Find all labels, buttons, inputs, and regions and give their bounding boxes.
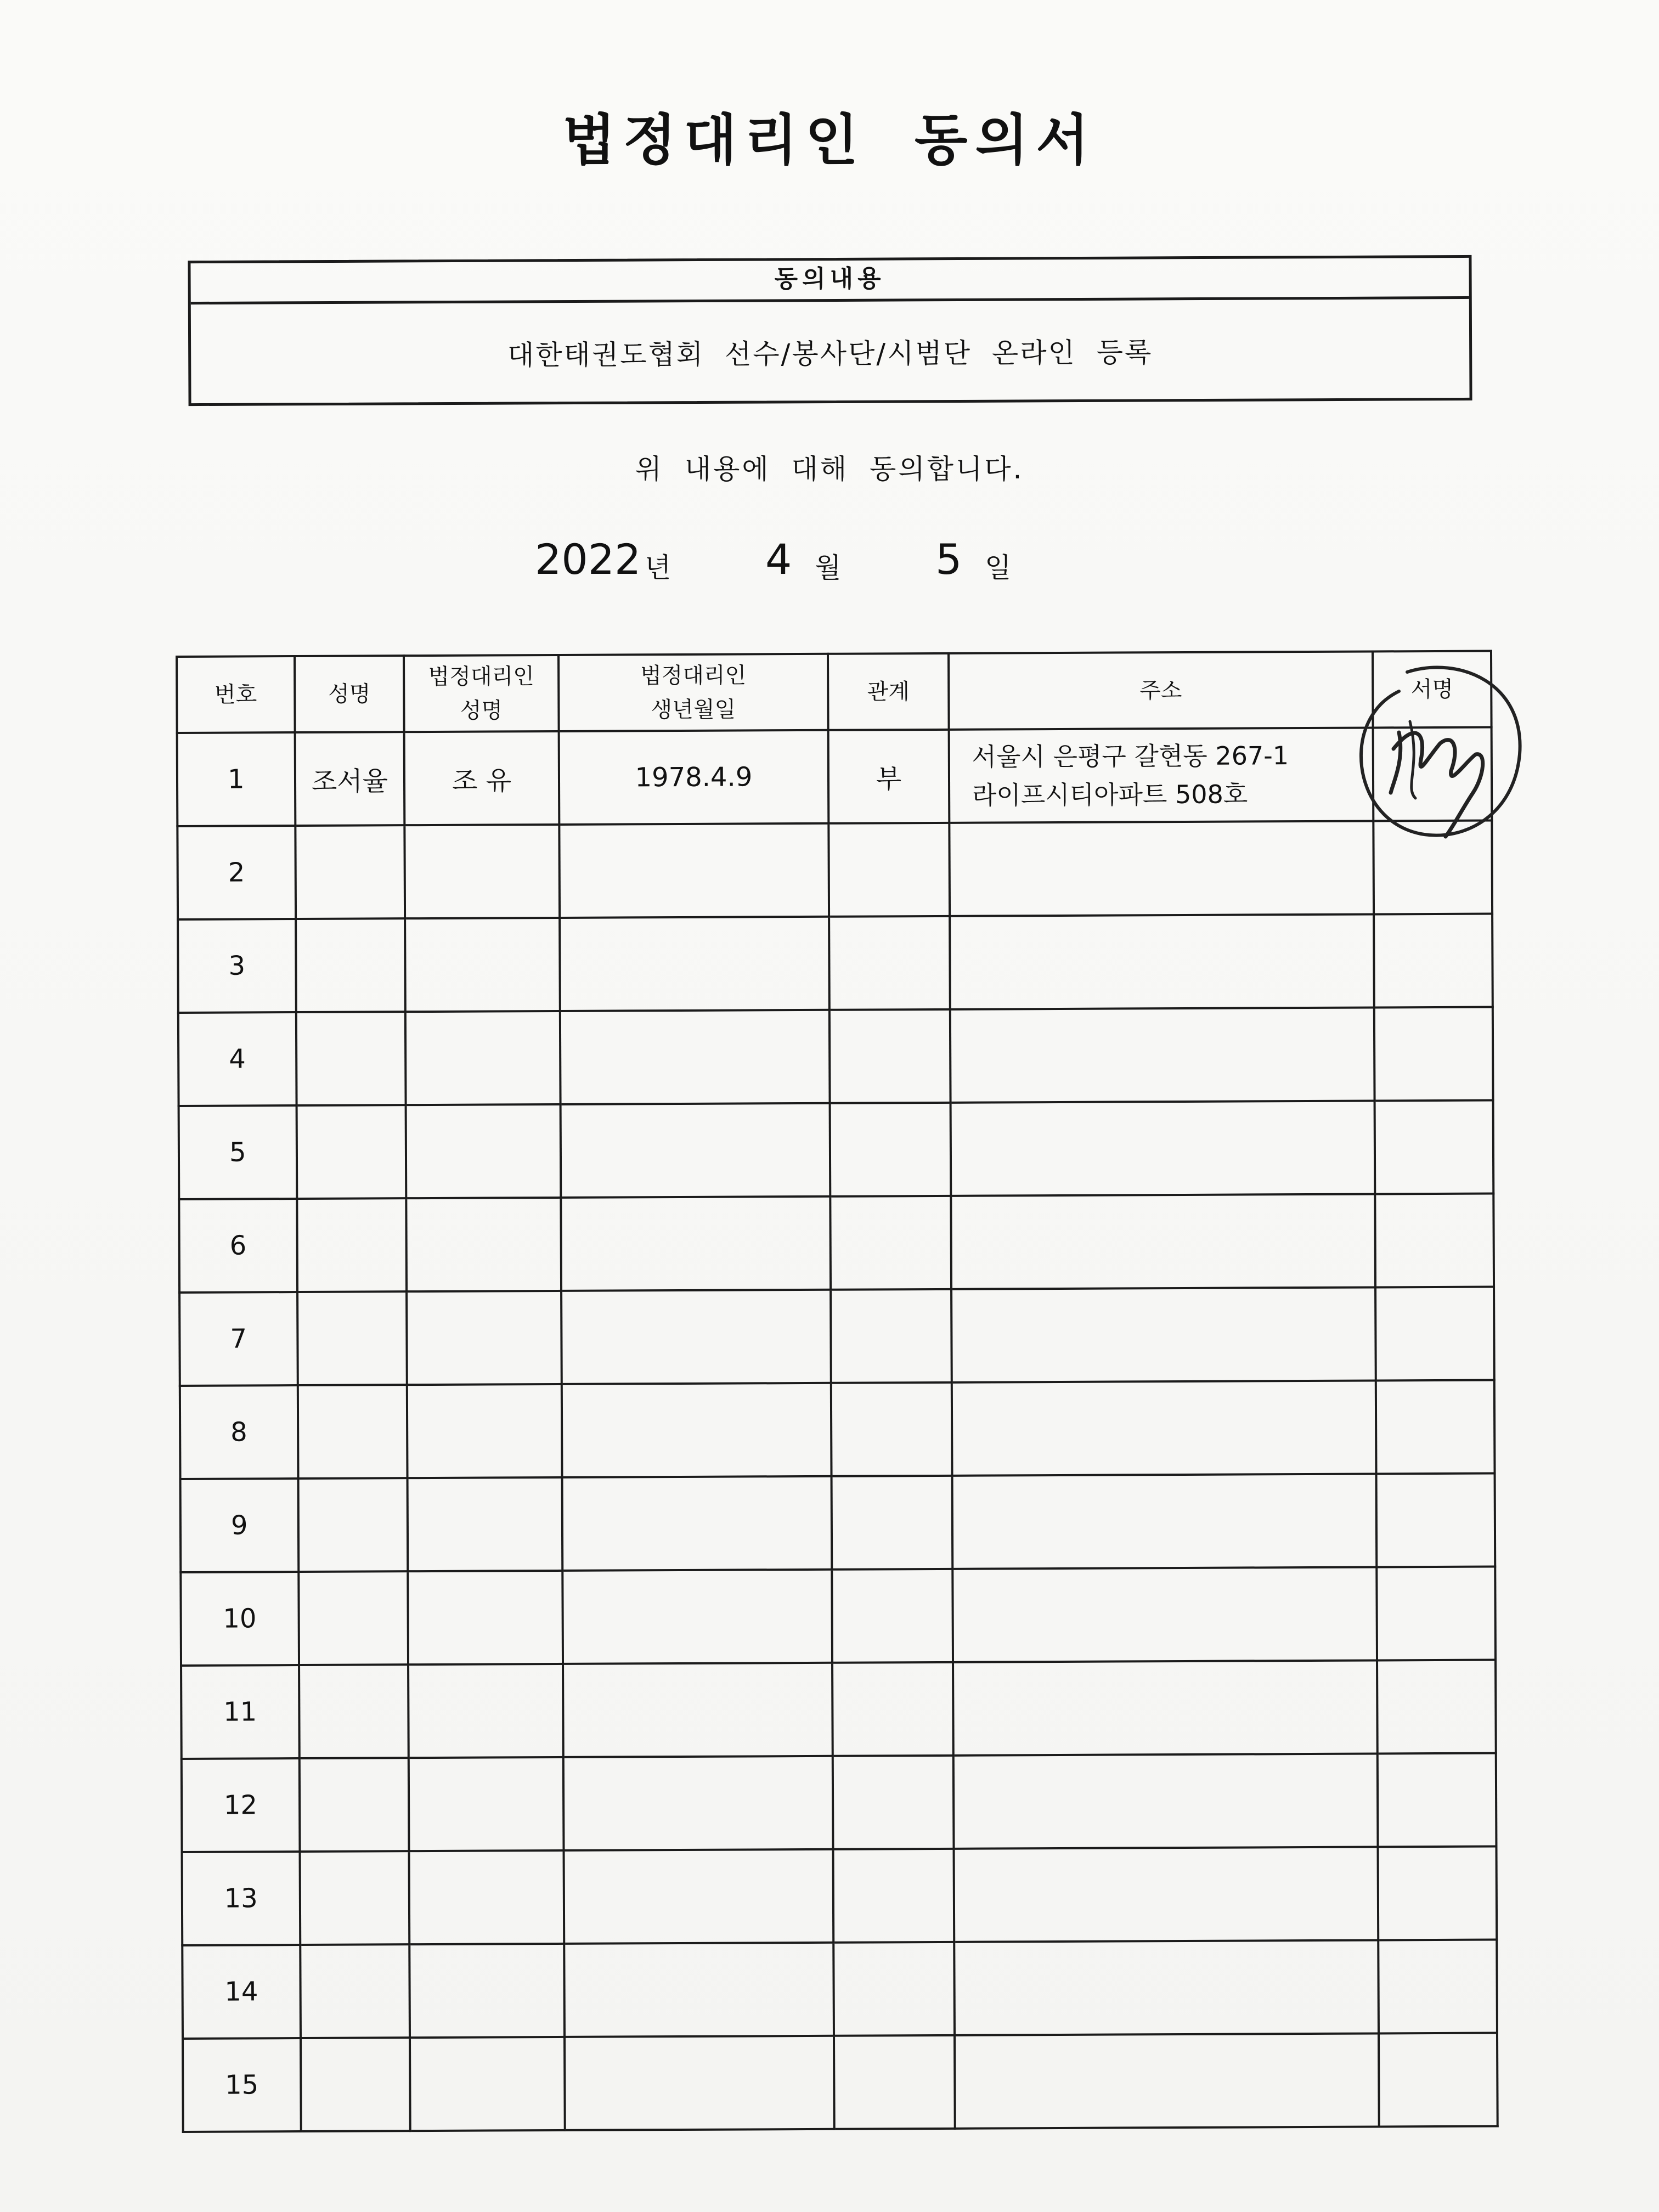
- cell-guardian-name: [407, 1384, 562, 1478]
- table-row: [180, 1567, 1496, 1666]
- table-row: [179, 1101, 1494, 1199]
- cell-guardian-name: [405, 1011, 560, 1105]
- date-month: 4: [765, 535, 792, 584]
- date-year: 2022: [535, 535, 641, 584]
- cell-no: 1: [177, 732, 295, 826]
- table-row: [182, 1847, 1497, 1945]
- cell-signature: [1374, 1007, 1493, 1101]
- cell-no: 15: [183, 2038, 301, 2132]
- cell-guardian-name: [409, 1850, 564, 1944]
- table-row: [177, 821, 1492, 919]
- cell-signature: [1378, 1753, 1496, 1847]
- cell-no: 4: [178, 1012, 296, 1106]
- cell-guardian-birth: [560, 1010, 830, 1104]
- cell-address: [954, 1940, 1379, 2035]
- header-signature: 서명: [1373, 651, 1491, 728]
- header-guardian-birth: [558, 654, 828, 731]
- header-no: 번호: [177, 656, 295, 733]
- cell-no: 10: [180, 1572, 298, 1666]
- cell-guardian-birth: [562, 1383, 832, 1477]
- cell-name: [298, 1571, 408, 1665]
- cell-address: [953, 1753, 1378, 1848]
- cell-name: [300, 1851, 409, 1945]
- cell-no: 3: [178, 919, 296, 1013]
- cell-address: [953, 1660, 1378, 1755]
- table-row: [182, 1753, 1497, 1852]
- date-year-unit: 년: [645, 552, 672, 584]
- cell-name: [296, 918, 405, 1012]
- cell-name: [301, 2038, 410, 2131]
- header-guardian-birth-line2: 생년월일: [651, 697, 736, 723]
- date-month-unit: 월: [815, 552, 842, 584]
- cell-signature: [1377, 1660, 1496, 1754]
- cell-guardian-birth: [560, 1103, 830, 1198]
- cell-signature: [1375, 1101, 1493, 1194]
- cell-guardian-birth: [565, 2036, 834, 2130]
- consent-body: 대한태권도협회 선수/봉사단/시범단 온라인 등록: [507, 336, 1153, 371]
- cell-signature: [1379, 1940, 1497, 2034]
- cell-relation: [830, 1196, 951, 1290]
- cell-relation: [833, 1756, 953, 1849]
- header-guardian-name-line1: 법정대리인: [428, 663, 534, 690]
- cell-relation: [833, 1849, 954, 1943]
- cell-guardian-name: [408, 1571, 563, 1664]
- cell-name: [298, 1478, 408, 1572]
- guardian-table: [176, 650, 1499, 2133]
- table-row: [180, 1474, 1496, 1572]
- cell-signature: [1375, 1287, 1494, 1381]
- cell-relation: [834, 2035, 955, 2129]
- cell-address: [951, 1287, 1376, 1382]
- handwritten-signature: [1339, 650, 1531, 859]
- cell-no: 13: [182, 1852, 300, 1945]
- cell-no: 7: [179, 1292, 297, 1386]
- document-title: 법정대리인 동의서: [562, 108, 1097, 172]
- cell-no: 12: [182, 1758, 300, 1852]
- table-row: [178, 1007, 1493, 1106]
- cell-name: [296, 1012, 405, 1105]
- header-guardian-name: [404, 655, 558, 732]
- cell-guardian-name: [405, 825, 560, 918]
- date-day: 5: [935, 535, 962, 584]
- cell-address: [950, 1007, 1375, 1102]
- cell-address: [951, 1194, 1375, 1289]
- cell-name: [299, 1758, 409, 1852]
- cell-relation: [831, 1383, 952, 1476]
- header-address: 주소: [949, 651, 1373, 729]
- header-guardian-name-line2: 성명: [460, 697, 503, 724]
- consent-header: 동의내용: [190, 258, 1469, 304]
- cell-guardian-name: [407, 1198, 561, 1291]
- cell-name: [297, 1385, 407, 1479]
- cell-guardian-birth: [562, 1476, 832, 1571]
- cell-name: [295, 825, 405, 919]
- cell-guardian-birth: [561, 1290, 831, 1384]
- cell-address: [952, 1567, 1377, 1662]
- cell-guardian-name: [405, 918, 560, 1012]
- table-row: [177, 727, 1492, 826]
- cell-signature: [1375, 1194, 1494, 1288]
- cell-relation: [829, 823, 950, 917]
- cell-guardian-name: [406, 1104, 561, 1198]
- cell-relation: [832, 1476, 952, 1570]
- cell-address: [952, 1474, 1376, 1568]
- cell-guardian-name: [408, 1664, 563, 1758]
- cell-guardian-birth: [561, 1197, 831, 1291]
- table-header-row: [177, 651, 1492, 733]
- cell-name: [297, 1291, 407, 1385]
- cell-guardian-birth: [563, 1849, 833, 1944]
- address-line2: 라이프시티아파트 508호: [972, 779, 1248, 810]
- cell-name: [296, 1105, 406, 1199]
- cell-name: [300, 1944, 410, 2038]
- cell-address: [955, 2033, 1379, 2128]
- cell-address: [949, 821, 1374, 916]
- table-row: [180, 1380, 1495, 1479]
- cell-signature: [1376, 1474, 1495, 1567]
- cell-guardian-birth: [564, 1943, 834, 2037]
- cell-address: [953, 1847, 1378, 1942]
- cell-guardian-birth: [559, 823, 829, 918]
- cell-guardian-birth: 1978.4.9: [558, 730, 828, 825]
- header-name: 성명: [295, 656, 404, 732]
- cell-address: [949, 727, 1373, 822]
- cell-address: [950, 914, 1374, 1009]
- table-row: [182, 1940, 1497, 2039]
- cell-signature: [1379, 2033, 1497, 2127]
- cell-no: 14: [182, 1945, 300, 2039]
- cell-guardian-birth: [560, 917, 830, 1011]
- cell-signature: [1376, 1380, 1494, 1474]
- cell-address: [950, 1101, 1375, 1195]
- cell-relation: [832, 1662, 953, 1756]
- cell-guardian-name: [409, 1757, 563, 1851]
- cell-guardian-name: [407, 1291, 561, 1385]
- cell-no: 5: [179, 1105, 297, 1199]
- cell-relation: [829, 916, 950, 1010]
- cell-no: 8: [180, 1385, 298, 1479]
- cell-guardian-birth: [563, 1663, 833, 1757]
- cell-no: 11: [181, 1665, 299, 1759]
- cell-name: 조서율: [295, 732, 404, 826]
- table-row: [178, 914, 1493, 1013]
- cell-signature: [1378, 1847, 1497, 1940]
- cell-relation: [833, 1942, 954, 2036]
- cell-name: [299, 1664, 409, 1758]
- cell-guardian-name: [410, 2037, 565, 2131]
- date-day-unit: 일: [985, 552, 1012, 584]
- cell-no: 6: [179, 1199, 297, 1293]
- cell-guardian-name: [408, 1477, 562, 1571]
- header-guardian-birth-line1: 법정대리인: [640, 662, 747, 689]
- cell-relation: [830, 1103, 951, 1197]
- cell-signature: [1377, 1567, 1496, 1661]
- cell-relation: 부: [828, 730, 949, 823]
- agreement-statement: 위 내용에 대해 동의합니다.: [635, 453, 1024, 485]
- cell-guardian-name: [410, 1944, 565, 2038]
- header-relation: 관계: [828, 653, 949, 730]
- cell-relation: [831, 1289, 951, 1383]
- consent-box: [188, 255, 1472, 406]
- cell-no: 2: [177, 826, 295, 919]
- cell-relation: [832, 1569, 952, 1663]
- cell-guardian-birth: [562, 1570, 832, 1664]
- cell-guardian-birth: [563, 1756, 833, 1850]
- cell-no: 9: [180, 1479, 298, 1572]
- cell-guardian-name: 조 유: [404, 731, 559, 825]
- cell-name: [297, 1198, 407, 1292]
- table-row: [183, 2033, 1498, 2132]
- cell-signature: [1374, 914, 1492, 1008]
- address-line1: 서울시 은평구 갈현동 267-1: [972, 741, 1289, 772]
- table-row: [179, 1287, 1494, 1386]
- table-row: [179, 1194, 1494, 1293]
- cell-relation: [830, 1009, 950, 1103]
- table-row: [181, 1660, 1496, 1759]
- cell-address: [952, 1380, 1376, 1475]
